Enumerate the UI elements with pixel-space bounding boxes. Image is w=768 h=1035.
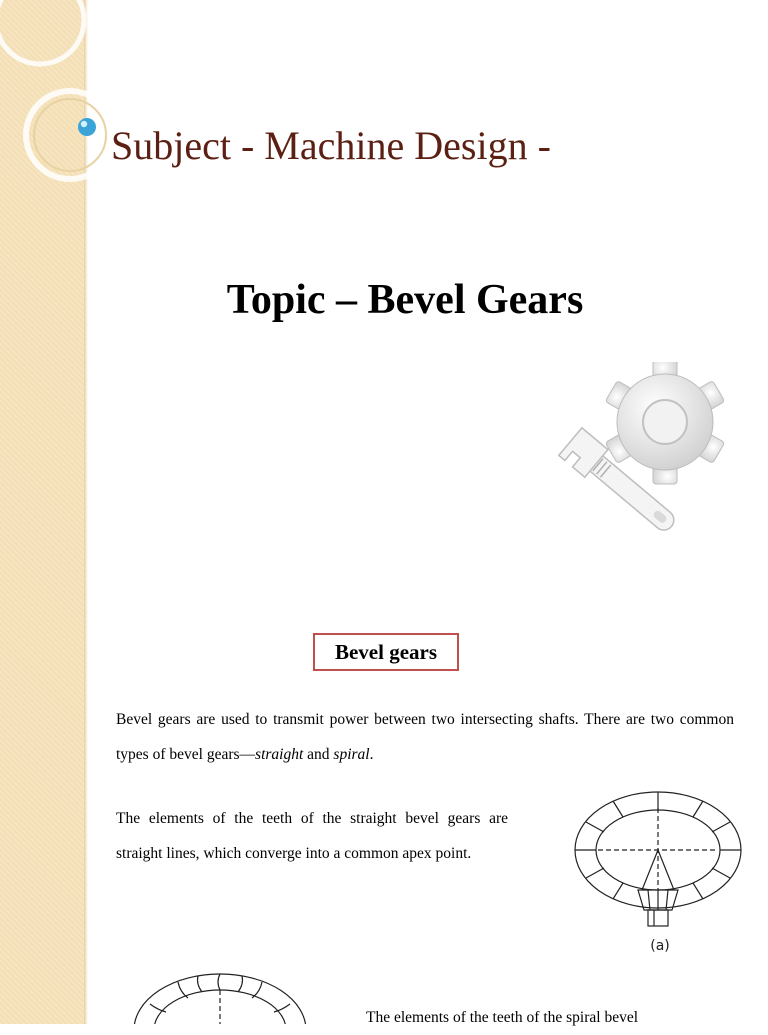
straight-bevel-gear-figure	[568, 782, 753, 962]
straight-bevel-description: The elements of the teeth of the straight bevel gears are straight lines, which converge into a common apex point.	[116, 810, 508, 862]
spiral-bevel-gear-figure	[130, 970, 310, 1024]
blue-bead	[78, 118, 96, 136]
intro-paragraph: Bevel gears are used to transmit power between two intersecting shafts. There are two common types of bevel gears—straight and spiral.	[116, 711, 734, 763]
decorative-rings	[0, 0, 120, 200]
figure-a-caption: (a)	[650, 938, 670, 954]
emphasis-spiral: spiral	[333, 746, 370, 763]
emphasis-straight: straight	[255, 746, 304, 763]
spiral-bevel-description: The elements of the teeth of the spiral bevel	[366, 1009, 639, 1026]
wrench-and-gear-icon	[540, 362, 740, 552]
topic-title: Topic – Bevel Gears	[226, 277, 584, 323]
gear-icon	[605, 362, 724, 484]
section-heading-bevel-gears: Bevel gears	[313, 633, 459, 671]
subject-title: Subject - Machine Design -	[111, 123, 551, 168]
